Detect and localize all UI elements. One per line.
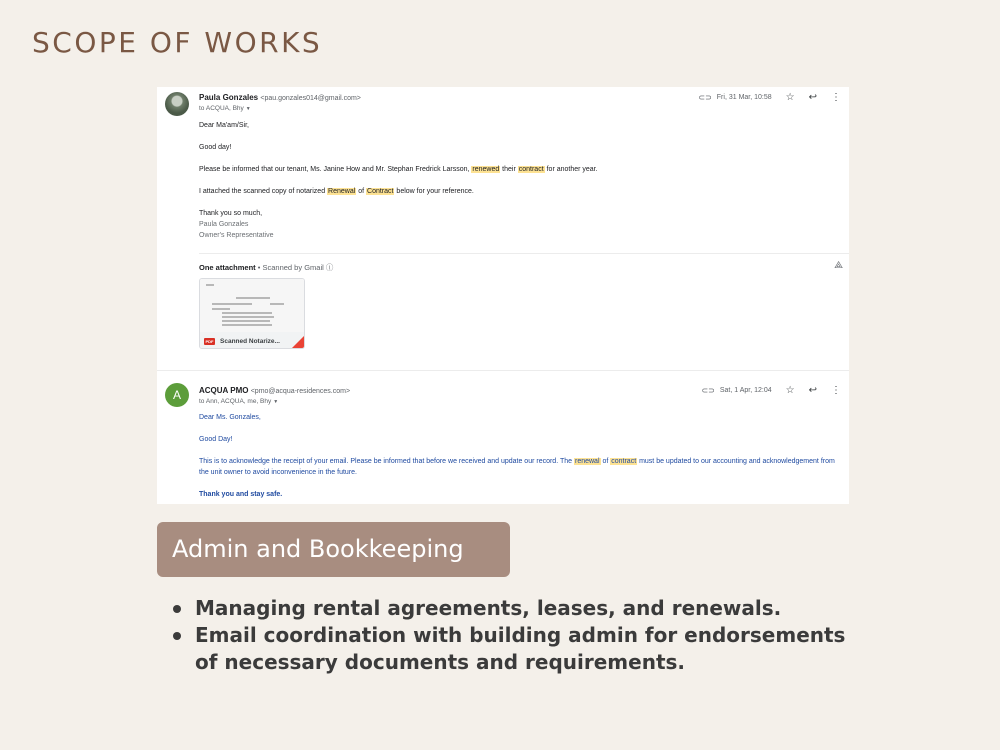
chevron-down-icon[interactable]: ▼ xyxy=(245,106,251,112)
add-to-drive-icon[interactable]: ⟁ xyxy=(834,260,843,271)
message-meta xyxy=(698,92,841,103)
paperclip-icon: ⊂⊃ xyxy=(701,386,715,395)
tenant-line: Please be informed that our tenant, Ms. Janine How and Mr. Stephan Fredrick Larsson, renewed their contract for another year. xyxy=(199,166,598,173)
message-date: Fri, 31 Mar, 10:58 xyxy=(716,94,772,101)
star-icon[interactable]: ☆ xyxy=(785,385,795,396)
sender-name[interactable]: ACQUA PMO xyxy=(199,386,249,395)
email-message-2 xyxy=(157,370,849,504)
attachment-thumbnail[interactable] xyxy=(199,278,305,349)
signature-name: Paula Gonzales xyxy=(199,221,249,228)
message-body xyxy=(199,120,839,241)
recipients-line[interactable] xyxy=(199,398,278,405)
bullet-item: Managing rental agreements, leases, and renewals. xyxy=(172,595,872,622)
highlight-contract: contract xyxy=(518,166,544,173)
highlight-renewal: renewal xyxy=(574,458,600,465)
info-icon[interactable]: ⓘ xyxy=(325,263,334,272)
section-label: Admin and Bookkeeping xyxy=(157,522,510,577)
sender-line xyxy=(199,93,361,102)
more-vert-icon[interactable]: ⋮ xyxy=(831,92,841,103)
attachment-name: Scanned Notarize... xyxy=(220,337,280,345)
message-meta xyxy=(701,385,841,396)
highlight-renewal: Renewal xyxy=(328,188,356,195)
bullet-item: Email coordination with building admin for endorsements of necessary documents and requirements. xyxy=(172,622,872,676)
sender-email: <pmo@acqua-residences.com> xyxy=(250,388,351,395)
greeting: Dear Ms. Gonzales, xyxy=(199,414,261,421)
reply-icon[interactable]: ↩ xyxy=(808,385,817,396)
more-vert-icon[interactable]: ⋮ xyxy=(831,385,841,396)
reply-icon[interactable]: ↩ xyxy=(808,92,817,103)
scanned-by-gmail: • Scanned by Gmail xyxy=(257,263,324,272)
pdf-icon: PDF xyxy=(205,338,214,344)
recipients: to ACQUA, Bhy xyxy=(199,105,244,112)
sender-avatar[interactable]: A xyxy=(165,383,189,407)
sender-avatar[interactable] xyxy=(165,92,189,116)
signature-thanks: Thank you so much, xyxy=(199,210,263,217)
sender-email: <pau.gonzales014@gmail.com> xyxy=(260,95,361,102)
chevron-down-icon[interactable]: ▼ xyxy=(273,399,279,405)
divider xyxy=(199,253,849,254)
message-date: Sat, 1 Apr, 12:04 xyxy=(719,387,772,394)
acknowledgement-line: This is to acknowledge the receipt of your email. Please be informed that before we received and update our record. The renewal of contract must be updated to our accounting and acknowledgement from the unit owner to avoid inconvenience in the future. xyxy=(199,458,835,476)
sender-name[interactable]: Paula Gonzales xyxy=(199,93,259,102)
recipients: to Ann, ACQUA, me, Bhy xyxy=(199,398,272,405)
message-body xyxy=(199,412,839,504)
attachment-label[interactable] xyxy=(200,332,305,349)
highlight-contract: Contract xyxy=(367,188,394,195)
signature xyxy=(199,208,839,241)
corner-fold xyxy=(292,336,304,348)
attachment-line: I attached the scanned copy of notarized Renewal of Contract below for your reference. xyxy=(199,188,474,195)
signature-role: Owner's Representative xyxy=(199,232,274,239)
highlight-renewed: renewed xyxy=(472,166,500,173)
highlight-contract: contract xyxy=(611,458,637,465)
document-preview xyxy=(200,279,305,332)
email-message-1 xyxy=(157,87,849,369)
good-day-line: Good day! xyxy=(199,144,232,151)
greeting: Dear Ma'am/Sir, xyxy=(199,122,249,129)
closing-line: Thank you and stay safe. xyxy=(199,491,283,498)
email-screenshot xyxy=(157,87,849,504)
recipients-line[interactable] xyxy=(199,105,251,112)
good-day-line: Good Day! xyxy=(199,436,233,443)
paperclip-icon: ⊂⊃ xyxy=(698,93,712,102)
star-icon[interactable]: ☆ xyxy=(785,92,795,103)
attachment-count: One attachment xyxy=(199,263,256,272)
slide-title: SCOPE OF WORKS xyxy=(32,26,323,59)
bullet-list xyxy=(172,595,872,676)
attachment-heading xyxy=(199,262,333,273)
sender-line xyxy=(199,386,350,395)
